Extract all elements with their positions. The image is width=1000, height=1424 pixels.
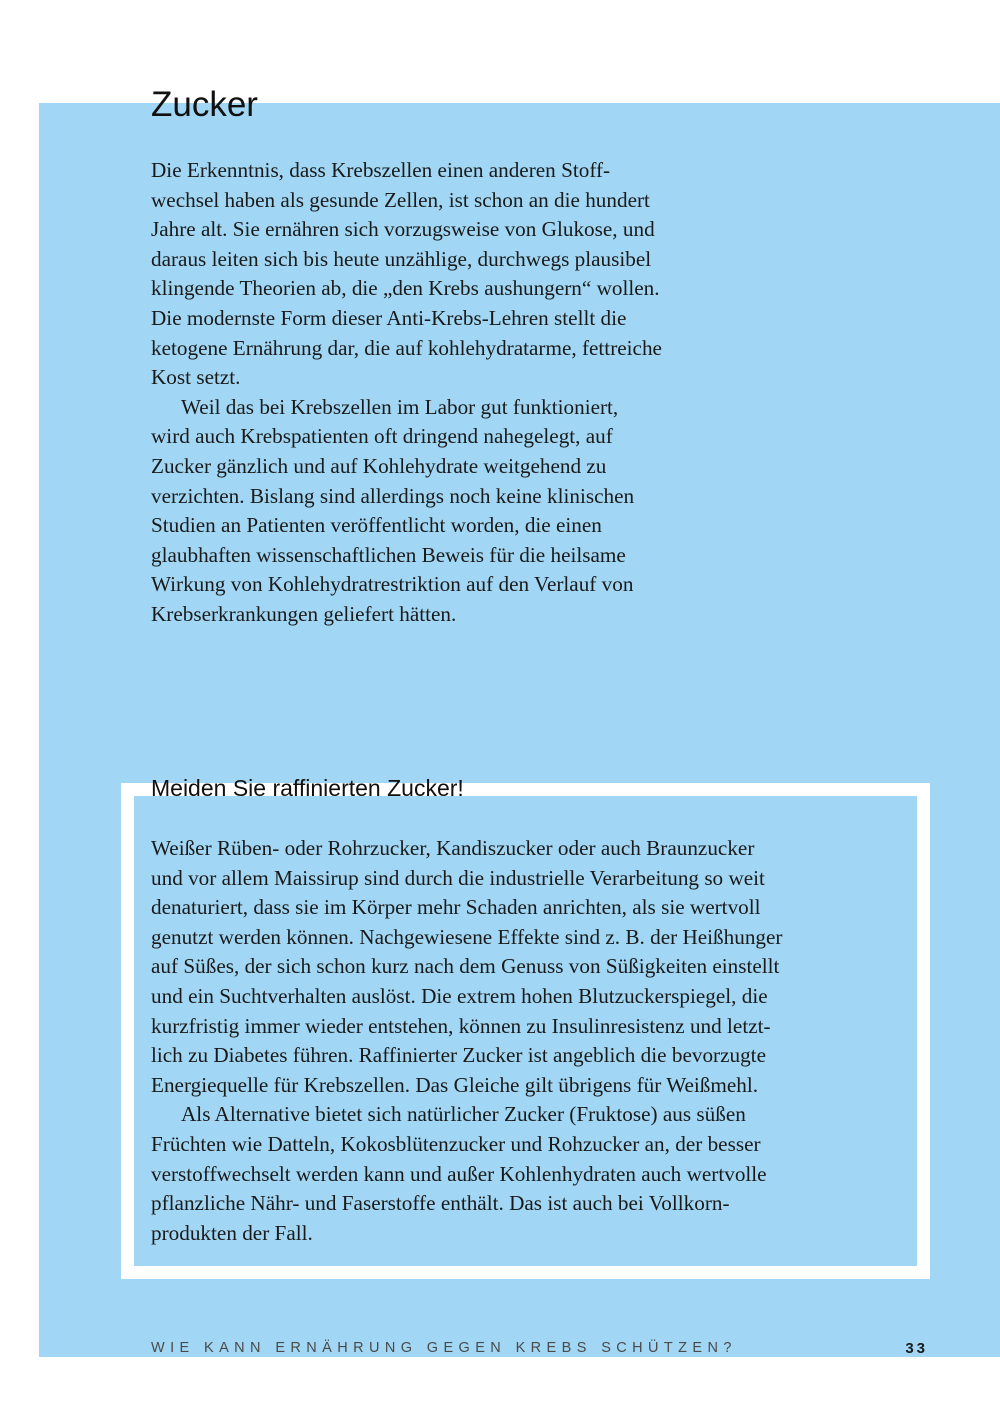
text-line: Jahre alt. Sie ernähren sich vorzugsweise von Glukose, und — [151, 217, 655, 242]
text-line: ketogene Ernährung dar, die auf kohlehydratarme, fettreiche — [151, 335, 662, 360]
intro-text — [151, 156, 662, 630]
chapter-title: WIE KANN ERNÄHRUNG GEGEN KREBS SCHÜTZEN? — [151, 1340, 737, 1356]
text-line: Zucker gänzlich und auf Kohlehydrate weitgehend zu — [151, 453, 607, 478]
text-line: lich zu Diabetes führen. Raffinierter Zucker ist angeblich die bevorzugte — [151, 1043, 766, 1068]
text-line: und vor allem Maissirup sind durch die industrielle Verarbeitung so weit — [151, 865, 765, 890]
text-line: und ein Suchtverhalten auslöst. Die extrem hohen Blutzuckerspiegel, die — [151, 983, 768, 1008]
text-line: Weißer Rüben- oder Rohrzucker, Kandiszucker oder auch Braunzucker — [151, 836, 755, 860]
text-line: Kost setzt. — [151, 365, 241, 390]
page-footer — [151, 1340, 928, 1362]
text-line: wird auch Krebspatienten oft dringend nahegelegt, auf — [151, 424, 613, 449]
page-title: Zucker — [151, 85, 258, 124]
text-line: verzichten. Bislang sind allerdings noch keine klinischen — [151, 483, 635, 508]
text-line: Weil das bei Krebszellen im Labor gut funktioniert, — [181, 394, 619, 419]
text-line: Wirkung von Kohlehydratrestriktion auf den Verlauf von — [151, 572, 634, 597]
text-line: glaubhaften wissenschaftlichen Beweis für die heilsame — [151, 542, 626, 567]
text-line: Studien an Patienten veröffentlicht worden, die einen — [151, 513, 602, 538]
text-line: Die Erkenntnis, dass Krebszellen einen anderen Stoff- — [151, 158, 611, 182]
text-line: pflanzliche Nähr- und Faserstoffe enthält. Das ist auch bei Vollkorn- — [151, 1191, 730, 1216]
text-line: denaturiert, dass sie im Körper mehr Schaden anrichten, als sie wertvoll — [151, 895, 761, 920]
text-line: verstoffwechselt werden kann und außer Kohlenhydraten auch wertvolle — [151, 1161, 767, 1186]
text-line: genutzt werden können. Nachgewiesene Effekte sind z. B. der Heißhunger — [151, 924, 783, 949]
text-line: Früchten wie Datteln, Kokosblütenzucker und Rohzucker an, der besser — [151, 1131, 761, 1156]
info-box-heading: Meiden Sie raffinierten Zucker! — [151, 775, 464, 801]
text-line: kurzfristig immer wieder entstehen, können zu Insulinresistenz und letzt- — [151, 1013, 771, 1038]
text-line: klingende Theorien ab, die „den Krebs aushungern“ wollen. — [151, 276, 660, 301]
text-line: Als Alternative bietet sich natürlicher Zucker (Fruktose) aus süßen — [181, 1102, 746, 1127]
text-line: Krebserkrankungen geliefert hätten. — [151, 601, 457, 626]
text-line: Die modernste Form dieser Anti-Krebs-Lehren stellt die — [151, 305, 627, 330]
text-line: produkten der Fall. — [151, 1220, 313, 1245]
text-line: auf Süßes, der sich schon kurz nach dem Genuss von Süßigkeiten einstellt — [151, 954, 780, 979]
text-line: daraus leiten sich bis heute unzählige, durchwegs plausibel — [151, 246, 652, 271]
info-box-text — [151, 834, 782, 1248]
page-number: 33 — [905, 1340, 928, 1357]
text-line: Energiequelle für Krebszellen. Das Gleiche gilt übrigens für Weißmehl. — [151, 1072, 759, 1097]
text-line: wechsel haben als gesunde Zellen, ist schon an die hundert — [151, 187, 650, 212]
